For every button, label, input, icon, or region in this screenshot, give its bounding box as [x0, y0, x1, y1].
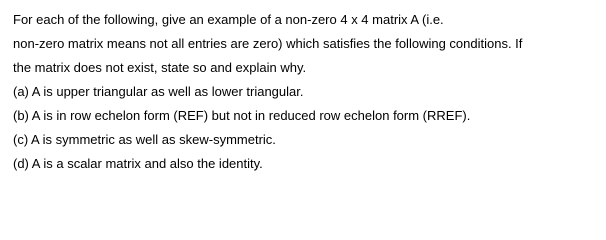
- part-d: (d) A is a scalar matrix and also the identity.: [13, 156, 263, 171]
- part-a: (a) A is upper triangular as well as lower triangular.: [13, 84, 304, 99]
- part-b: (b) A is in row echelon form (REF) but not in reduced row echelon form (RREF).: [13, 108, 471, 123]
- question-text: [13, 8, 603, 176]
- intro-line-3: the matrix does not exist, state so and explain why.: [13, 60, 307, 75]
- intro-line-1: For each of the following, give an example of a non-zero 4 x 4 matrix A (i.e.: [13, 12, 444, 27]
- part-c: (c) A is symmetric as well as skew-symmetric.: [13, 132, 276, 147]
- intro-line-2: non-zero matrix means not all entries are zero) which satisfies the following conditions. If: [13, 36, 523, 51]
